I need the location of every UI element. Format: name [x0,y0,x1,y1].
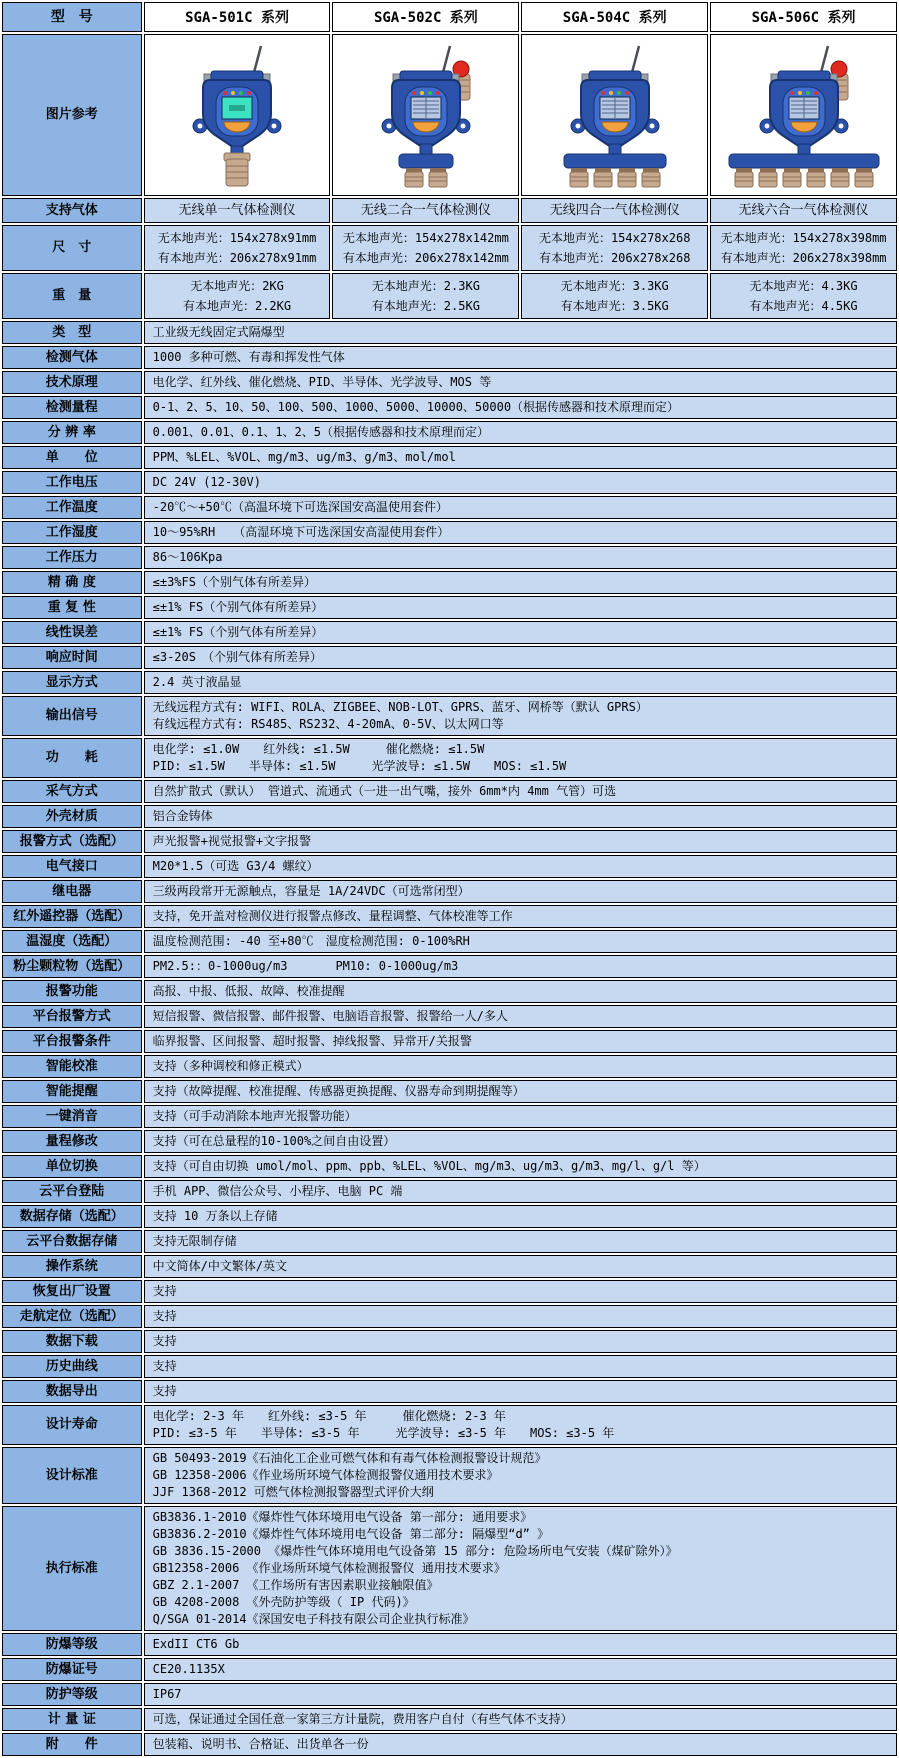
spec-pair-line: 有本地声光：206x278x91mm [157,251,317,265]
table-row [2,930,897,953]
row-label: 线性误差 [2,621,142,644]
spec-value-cell [144,346,897,369]
row-label: 重 复 性 [2,596,142,619]
row-label: 智能提醒 [2,1080,142,1103]
table-row [2,855,897,878]
spec-value-line: 支持 [152,1284,177,1298]
spec-value-line: GBZ 2.1-2007 《工作场所有害因素职业接触限值》 [152,1578,439,1592]
table-row [2,1708,897,1731]
table-row [2,1633,897,1656]
spec-value-cell [144,805,897,828]
spec-pair-cell [521,273,708,319]
table-row [2,1080,897,1103]
spec-value-line: 支持 10 万条以上存储 [152,1209,278,1223]
spec-value-cell [144,855,897,878]
row-label: 响应时间 [2,646,142,669]
row-label: 数据下载 [2,1330,142,1353]
spec-pair-cell [710,273,897,319]
spec-value-line: CE20.1135X [152,1662,225,1676]
spec-value-cell [144,738,897,778]
row-label: 电气接口 [2,855,142,878]
table-row [2,421,897,444]
table-row [2,1205,897,1228]
spec-value-line: GB 3836.15-2000 《爆炸性气体环境用电气设备第 15 部分: 危险场所电气安装（煤矿除外）》 [152,1544,678,1558]
table-row [2,1658,897,1681]
row-label: 粉尘颗粒物（选配） [2,955,142,978]
table-row [2,696,897,736]
spec-value-cell [144,521,897,544]
spec-value-line: IP67 [152,1687,182,1701]
gas-type-text: 无线单一气体检测仪 [178,203,296,218]
gas-type-text: 无线二合一气体检测仪 [360,203,491,218]
row-label: 云平台数据存储 [2,1230,142,1253]
spec-pair-line: 有本地声光：4.5KG [749,299,858,313]
spec-value-cell [144,955,897,978]
row-label: 量程修改 [2,1130,142,1153]
table-row [2,546,897,569]
row-label: 支持气体 [2,198,142,223]
table-row [2,1105,897,1128]
table-row [2,1130,897,1153]
spec-value-cell [144,930,897,953]
spec-pair-line: 有本地声光：206x278x142mm [342,251,509,265]
table-row [2,596,897,619]
spec-value-cell [144,596,897,619]
spec-value-cell [144,1633,897,1656]
table-row [2,1280,897,1303]
spec-value-line: GB 4208-2008 《外壳防护等级（ IP 代码)》 [152,1595,415,1609]
product-image-cell [332,34,519,196]
spec-value-cell [144,1130,897,1153]
spec-value-line: 三级两段常开无源触点，容量是 1A/24VDC（可选常闭型） [152,884,470,898]
row-label: 外壳材质 [2,805,142,828]
table-row [2,2,897,32]
table-row [2,371,897,394]
spec-value-cell [144,496,897,519]
detector-illustration-SGA-506C [715,38,893,188]
spec-pair-cell [144,273,331,319]
row-label: 防爆等级 [2,1633,142,1656]
row-label: 检测气体 [2,346,142,369]
table-row [2,225,897,271]
row-label: 红外遥控器（选配） [2,905,142,928]
row-label: 报警方式（选配） [2,830,142,853]
table-row [2,34,897,196]
table-row [2,805,897,828]
spec-pair-cell [332,273,519,319]
row-label: 设计标准 [2,1447,142,1504]
gas-type-cell [521,198,708,223]
table-row [2,1733,897,1756]
spec-value-cell [144,1180,897,1203]
table-row [2,1255,897,1278]
row-label: 功 耗 [2,738,142,778]
spec-pair-line: 无本地声光：154x278x398mm [720,231,887,245]
spec-value-cell [144,1280,897,1303]
spec-value-cell [144,830,897,853]
detector-illustration-SGA-504C [526,38,704,188]
spec-value-cell [144,1708,897,1731]
spec-value-cell [144,446,897,469]
spec-pair-cell [144,225,331,271]
table-row [2,1355,897,1378]
spec-value-line: Q/SGA 01-2014《深国安电子科技有限公司企业执行标准》 [152,1612,475,1626]
table-row [2,1230,897,1253]
spec-value-line: 支持无限制存储 [152,1234,237,1248]
table-row [2,738,897,778]
spec-pair-line: 有本地声光：206x278x268 [538,251,691,265]
row-label: 精 确 度 [2,571,142,594]
row-label: 平台报警条件 [2,1030,142,1053]
spec-value-line: 有线远程方式有: RS485、RS232、4-20mA、0-5V、以太网口等 [152,717,504,731]
table-row [2,1330,897,1353]
spec-value-line: -20℃～+50℃（高温环境下可选深国安高温使用套件） [152,500,448,514]
row-label: 计 量 证 [2,1708,142,1731]
row-label: 防护等级 [2,1683,142,1706]
spec-value-line: 中文简体/中文繁体/英文 [152,1259,288,1273]
spec-value-cell [144,471,897,494]
spec-value-line: ≤±1% FS（个别气体有所差异） [152,625,324,639]
row-label: 工作温度 [2,496,142,519]
detector-illustration-SGA-502C [337,38,515,188]
row-label: 温湿度（选配） [2,930,142,953]
spec-pair-line: 无本地声光：2KG [190,279,284,293]
spec-value-line: 支持（可手动消除本地声光报警功能） [152,1109,357,1123]
table-row [2,571,897,594]
spec-value-line: 支持（可自由切换 umol/mol、ppm、ppb、%LEL、%VOL、mg/m3、ug/m3、g/m3、mg/l、g/l 等） [152,1159,706,1173]
row-label: 输出信号 [2,696,142,736]
spec-value-line: 支持（故障提醒、校准提醒、传感器更换提醒、仪器寿命到期提醒等） [152,1084,525,1098]
spec-value-cell [144,1380,897,1403]
table-row [2,1005,897,1028]
spec-pair-line: 无本地声光：4.3KG [749,279,858,293]
spec-value-cell [144,1330,897,1353]
spec-value-cell [144,1355,897,1378]
spec-value-line: ≤±1% FS（个别气体有所差异） [152,600,324,614]
table-row [2,273,897,319]
row-label: 图片参考 [2,34,142,196]
spec-value-line: JJF 1368-2012 可燃气体检测报警器型式评价大纲 [152,1485,434,1499]
table-row [2,1380,897,1403]
spec-value-cell [144,546,897,569]
spec-value-line: 2.4 英寸液晶显 [152,675,242,689]
spec-value-cell [144,1305,897,1328]
spec-value-cell [144,905,897,928]
spec-value-line: 温度检测范围: -40 至+80℃ 湿度检测范围: 0-100%RH [152,934,470,948]
spec-value-line: 支持（可在总量程的10-100%之间自由设置） [152,1134,396,1148]
spec-value-line: 声光报警+视觉报警+文字报警 [152,834,312,848]
spec-value-line: 1000 多种可燃、有毒和挥发性气体 [152,350,345,364]
spec-value-line: 电化学: ≤1.0W 红外线: ≤1.5W 催化燃烧: ≤1.5W [152,742,485,756]
spec-value-line: 支持，免开盖对检测仪进行报警点修改、量程调整、气体校准等工作 [152,909,513,923]
spec-value-cell [144,671,897,694]
product-image-cell [521,34,708,196]
model-header: SGA-504C 系列 [521,2,708,32]
table-row [2,1447,897,1504]
table-row [2,955,897,978]
table-row [2,880,897,903]
row-label: 报警功能 [2,980,142,1003]
spec-value-line: ≤3-20S （个别气体有所差异） [152,650,322,664]
table-row [2,346,897,369]
spec-value-cell [144,880,897,903]
table-row [2,646,897,669]
row-label: 走航定位（选配） [2,1305,142,1328]
row-label: 采气方式 [2,780,142,803]
spec-pair-line: 有本地声光：2.2KG [182,299,292,313]
table-row [2,621,897,644]
spec-value-cell [144,696,897,736]
table-row [2,1030,897,1053]
gas-type-cell [710,198,897,223]
spec-value-cell [144,621,897,644]
spec-pair-line: 无本地声光：3.3KG [560,279,669,293]
spec-value-line: 支持 [152,1384,177,1398]
row-label: 操作系统 [2,1255,142,1278]
spec-table-body [2,2,897,1756]
spec-value-cell [144,1005,897,1028]
model-header: SGA-501C 系列 [144,2,331,32]
spec-value-line: 手机 APP、微信公众号、小程序、电脑 PC 端 [152,1184,403,1198]
spec-value-line: DC 24V (12-30V) [152,475,261,489]
row-label: 显示方式 [2,671,142,694]
row-label: 型 号 [2,2,142,32]
spec-value-cell [144,1105,897,1128]
row-label: 尺 寸 [2,225,142,271]
spec-value-line: PM2.5:：0-1000ug/m3 PM10: 0-1000ug/m3 [152,959,459,973]
spec-value-line: 86～106Kpa [152,550,223,564]
spec-pair-line: 有本地声光：3.5KG [560,299,669,313]
spec-value-line: PPM、%LEL、%VOL、mg/m3、ug/m3、g/m3、mol/mol [152,450,456,464]
spec-value-line: 0.001、0.01、0.1、1、2、5（根据传感器和技术原理而定） [152,425,489,439]
spec-value-line: 电化学、红外线、催化燃烧、PID、半导体、光学波导、MOS 等 [152,375,492,389]
spec-pair-line: 无本地声光：154x278x91mm [157,231,317,245]
spec-value-line: ≤±3%FS（个别气体有所差异） [152,575,316,589]
spec-value-line: 高报、中报、低报、故障、校准提醒 [152,984,345,998]
table-row [2,446,897,469]
row-label: 附 件 [2,1733,142,1756]
spec-value-cell [144,1230,897,1253]
spec-pair-cell [521,225,708,271]
spec-value-cell [144,321,897,344]
spec-value-cell [144,1506,897,1631]
spec-value-line: 电化学: 2-3 年 红外线: ≤3-5 年 催化燃烧: 2-3 年 [152,1409,506,1423]
spec-value-line: 无线远程方式有: WIFI、ROLA、ZIGBEE、NOB-LOT、GPRS、蓝牙、网桥等（默认 GPRS） [152,700,648,714]
table-row [2,1155,897,1178]
model-header: SGA-506C 系列 [710,2,897,32]
row-label: 数据存储（选配） [2,1205,142,1228]
spec-value-cell [144,1055,897,1078]
spec-value-line: 可选，保证通过全国任意一家第三方计量院，费用客户自付（有些气体不支持） [152,1712,573,1726]
spec-value-cell [144,1030,897,1053]
row-label: 执行标准 [2,1506,142,1631]
spec-value-line: 10～95%RH （高湿环境下可选深国安高湿使用套件） [152,525,450,539]
table-row [2,1506,897,1631]
spec-value-line: 支持 [152,1309,177,1323]
spec-value-line: 自然扩散式（默认） 管道式、流通式（一进一出气嘴，接外 6mm*内 4mm 气管）可选 [152,784,617,798]
table-row [2,396,897,419]
row-label: 类 型 [2,321,142,344]
row-label: 云平台登陆 [2,1180,142,1203]
spec-value-line: 临界报警、区间报警、超时报警、掉线报警、异常开/关报警 [152,1034,472,1048]
row-label: 单 位 [2,446,142,469]
spec-value-cell [144,571,897,594]
table-row [2,1405,897,1445]
spec-pair-line: 有本地声光：206x278x398mm [720,251,887,265]
spec-value-cell [144,980,897,1003]
row-label: 历史曲线 [2,1355,142,1378]
table-row [2,1180,897,1203]
table-row [2,980,897,1003]
row-label: 平台报警方式 [2,1005,142,1028]
table-row [2,830,897,853]
spec-value-cell [144,1447,897,1504]
gas-type-text: 无线六合一气体检测仪 [738,203,869,218]
spec-value-line: GB3836.2-2010《爆炸性气体环境用电气设备 第二部分: 隔爆型“d” 》 [152,1527,550,1541]
row-label: 工作压力 [2,546,142,569]
spec-pair-line: 无本地声光：154x278x142mm [342,231,509,245]
spec-value-line: M20*1.5（可选 G3/4 螺纹） [152,859,319,873]
spec-pair-cell [710,225,897,271]
spec-pair-line: 有本地声光：2.5KG [371,299,480,313]
table-row [2,198,897,223]
spec-value-line: GB 12358-2006《作业场所环境气体检测报警仪通用技术要求》 [152,1468,499,1482]
spec-value-line: ExdII CT6 Gb [152,1637,240,1651]
gas-type-cell [144,198,331,223]
spec-value-line: 短信报警、微信报警、邮件报警、电脑语音报警、报警给一人/多人 [152,1009,508,1023]
product-image-cell [144,34,331,196]
spec-value-line: 支持 [152,1359,177,1373]
table-row [2,1305,897,1328]
row-label: 技术原理 [2,371,142,394]
spec-value-cell [144,1205,897,1228]
gas-type-cell [332,198,519,223]
row-label: 智能校准 [2,1055,142,1078]
table-row [2,780,897,803]
spec-value-line: GB12358-2006 《作业场所环境气体检测报警仪 通用技术要求》 [152,1561,506,1575]
spec-value-cell [144,1405,897,1445]
row-label: 工作湿度 [2,521,142,544]
spec-value-line: 支持（多种调校和修正模式） [152,1059,309,1073]
row-label: 数据导出 [2,1380,142,1403]
row-label: 继电器 [2,880,142,903]
spec-value-line: 包装箱、说明书、合格证、出货单各一份 [152,1737,369,1751]
row-label: 恢复出厂设置 [2,1280,142,1303]
spec-value-cell [144,1255,897,1278]
spec-value-line: PID: ≤3-5 年 半导体: ≤3-5 年 光学波导: ≤3-5 年 MOS: ≤3-5 年 [152,1426,615,1440]
model-header: SGA-502C 系列 [332,2,519,32]
detector-illustration-SGA-501C [148,38,326,188]
spec-value-cell [144,396,897,419]
spec-value-line: PID: ≤1.5W 半导体: ≤1.5W 光学波导: ≤1.5W MOS: ≤1.5W [152,759,567,773]
spec-value-line: 0-1、2、5、10、50、100、500、1000、5000、10000、50000（根据传感器和技术原理而定） [152,400,680,414]
table-row [2,471,897,494]
spec-value-cell [144,646,897,669]
spec-pair-line: 无本地声光：154x278x268 [538,231,691,245]
spec-value-cell [144,1733,897,1756]
product-image-cell [710,34,897,196]
table-row [2,521,897,544]
spec-value-line: 支持 [152,1334,177,1348]
spec-value-cell [144,421,897,444]
table-row [2,905,897,928]
gas-type-text: 无线四合一气体检测仪 [549,203,680,218]
row-label: 防爆证号 [2,1658,142,1681]
spec-value-cell [144,371,897,394]
table-row [2,1055,897,1078]
spec-value-line: GB 50493-2019《石油化工企业可燃气体和有毒气体检测报警设计规范》 [152,1451,547,1465]
spec-value-cell [144,1080,897,1103]
spec-value-cell [144,1155,897,1178]
table-row [2,671,897,694]
spec-pair-cell [332,225,519,271]
row-label: 分 辨 率 [2,421,142,444]
row-label: 检测量程 [2,396,142,419]
spec-value-line: 铝合金铸体 [152,809,213,823]
table-row [2,1683,897,1706]
spec-value-cell [144,1658,897,1681]
row-label: 设计寿命 [2,1405,142,1445]
spec-pair-line: 无本地声光：2.3KG [371,279,480,293]
spec-value-line: GB3836.1-2010《爆炸性气体环境用电气设备 第一部分: 通用要求》 [152,1510,533,1524]
table-row [2,496,897,519]
row-label: 重 量 [2,273,142,319]
row-label: 单位切换 [2,1155,142,1178]
row-label: 工作电压 [2,471,142,494]
spec-value-line: 工业级无线固定式隔爆型 [152,325,285,339]
spec-value-cell [144,1683,897,1706]
row-label: 一键消音 [2,1105,142,1128]
spec-value-cell [144,780,897,803]
table-row [2,321,897,344]
